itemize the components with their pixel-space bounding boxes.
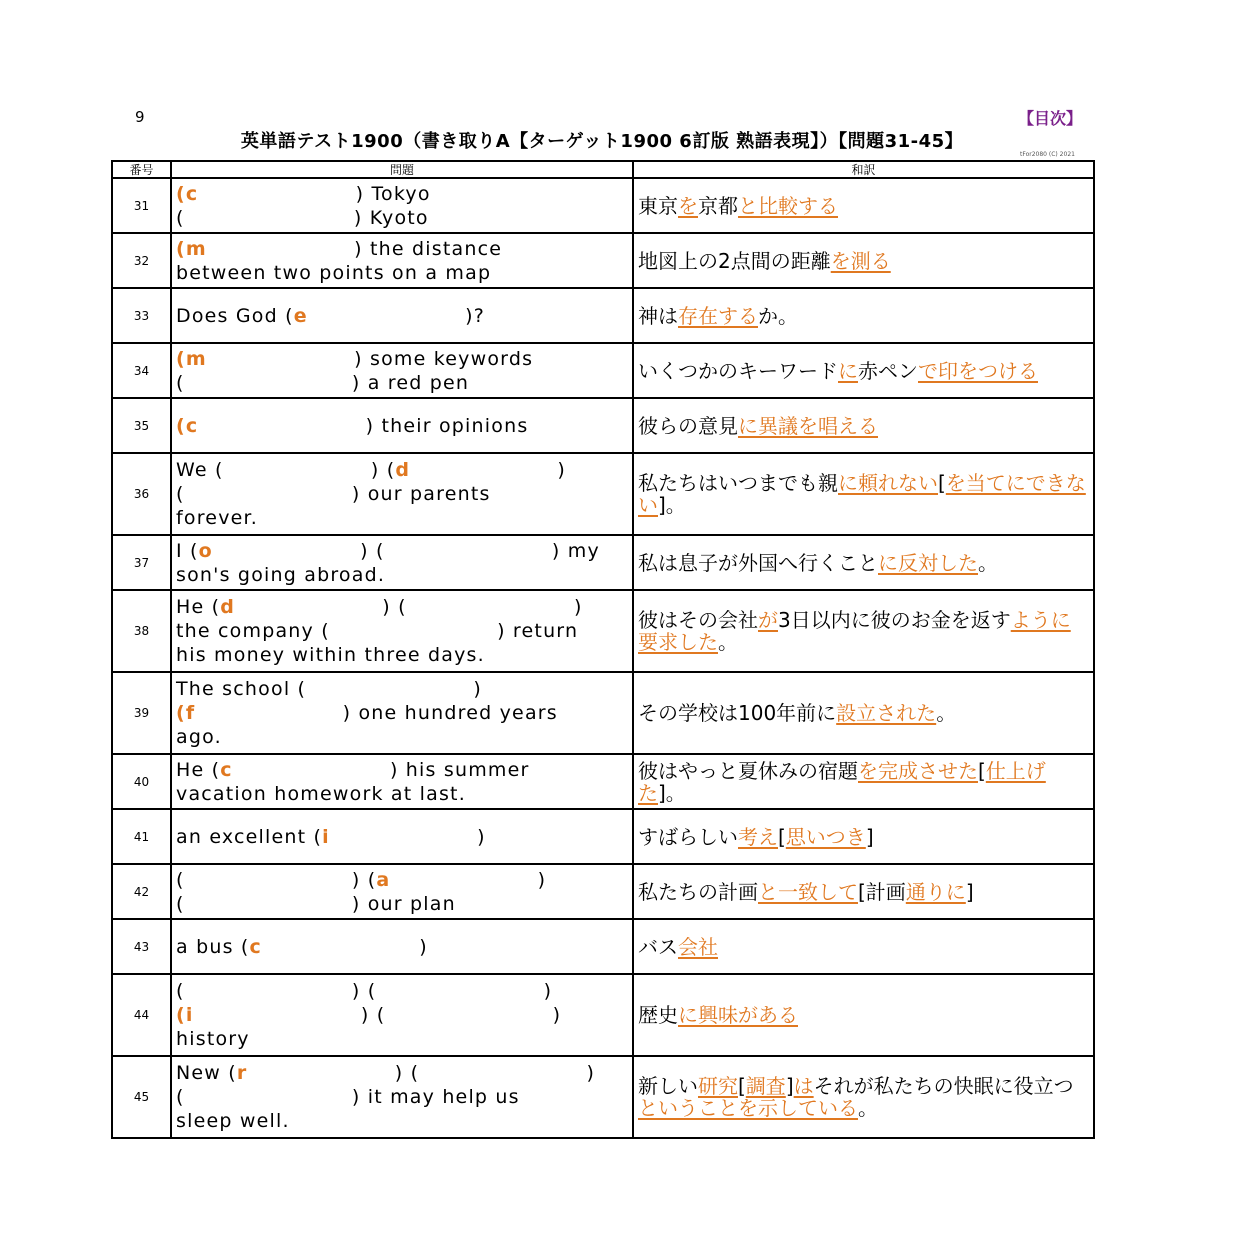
page-title: 英単語テスト1900（書き取りA【ターゲット1900 6訂版 熟語表現】）【問題31-45】 <box>240 131 964 152</box>
question-text: The school ( <box>176 678 307 700</box>
hint-letter: e <box>293 304 308 327</box>
table-row <box>112 453 1094 535</box>
row-number: 36 <box>112 453 171 535</box>
question-text: ) my <box>544 539 600 562</box>
answer-text: その学校は100年前に <box>638 701 837 725</box>
question-text: an excellent ( <box>176 825 323 848</box>
answer-text: 彼はやっと夏休みの宿題 <box>638 758 858 783</box>
answer-highlight: に異議を唱える <box>738 413 878 438</box>
table-row <box>112 590 1094 672</box>
hint-letter: (i <box>176 1004 194 1026</box>
question-text: ) their opinions <box>358 414 529 437</box>
answer-highlight: 存在する <box>678 303 758 328</box>
table-row <box>112 535 1094 590</box>
answer-highlight: 会社 <box>678 934 718 959</box>
answer-cell <box>633 178 1094 233</box>
table-row <box>112 919 1094 974</box>
question-text: ) <box>579 1062 596 1084</box>
table-row <box>112 754 1094 809</box>
answer-highlight: 考え <box>738 824 778 849</box>
answer-text: すばらしい <box>638 824 738 849</box>
table-of-contents-link[interactable]: 【目次】 <box>1018 109 1083 128</box>
answer-text: 3日以内に彼のお金を返す <box>778 608 1011 632</box>
answer-text: 東京 <box>638 193 678 218</box>
question-text: He ( <box>176 758 221 781</box>
page-number: 9 <box>135 108 145 126</box>
answer-cell <box>633 453 1094 535</box>
answer-highlight: 研究 <box>698 1074 738 1098</box>
hint-letter: i <box>322 825 330 848</box>
row-number: 40 <box>112 754 171 809</box>
answer-cell <box>633 288 1094 343</box>
row-number: 31 <box>112 178 171 233</box>
answer-cell <box>633 864 1094 919</box>
question-text: vacation homework at last. <box>176 782 466 805</box>
question-cell <box>171 233 633 288</box>
table-row <box>112 343 1094 398</box>
hint-letter: a <box>376 868 391 891</box>
answer-text: 地図上の2点間の距離 <box>638 248 831 273</box>
answer-text: 私たちの計画 <box>638 879 758 904</box>
answer-text: ] <box>965 879 974 904</box>
hint-letter: d <box>395 459 411 481</box>
answer-text: ]。 <box>658 493 686 517</box>
question-text: ) <box>469 825 486 848</box>
question-text: ) one hundred years <box>335 702 558 724</box>
hint-letter: c <box>249 935 263 958</box>
hint-letter: o <box>198 539 213 562</box>
question-text: ) Tokyo <box>348 182 431 205</box>
question-text: between two points on a map <box>176 261 492 284</box>
answer-text: か。 <box>758 303 798 328</box>
answer-cell <box>633 233 1094 288</box>
answer-highlight: に <box>838 358 858 383</box>
question-text: sleep well. <box>176 1110 290 1132</box>
question-cell <box>171 754 633 809</box>
question-text: the company ( <box>176 620 330 642</box>
table-row <box>112 809 1094 864</box>
question-text: son's going abroad. <box>176 563 386 586</box>
hint-letter: (f <box>176 702 196 724</box>
question-text: New ( <box>176 1062 237 1084</box>
hint-letter: c <box>220 758 233 781</box>
answer-cell <box>633 398 1094 453</box>
answer-highlight: は <box>793 1074 814 1098</box>
answer-highlight: と比較する <box>738 193 838 218</box>
question-text: ) <box>466 678 483 700</box>
row-number: 39 <box>112 672 171 754</box>
question-text: ) <box>536 980 553 1002</box>
answer-text: 彼らの意見 <box>638 413 738 438</box>
question-cell <box>171 535 633 590</box>
question-text: ) our plan <box>344 892 456 915</box>
question-text: ) his summer <box>382 758 530 781</box>
table-row <box>112 672 1094 754</box>
question-cell <box>171 809 633 864</box>
answer-text: [計画 <box>858 879 906 904</box>
row-number: 42 <box>112 864 171 919</box>
question-text: ) it may help us <box>344 1086 520 1108</box>
question-cell <box>171 343 633 398</box>
question-text: ) ( <box>353 1004 386 1026</box>
row-number: 35 <box>112 398 171 453</box>
table-row <box>112 398 1094 453</box>
answer-text: 神は <box>638 303 678 328</box>
answer-highlight: に反対した <box>878 550 978 575</box>
question-text: ( <box>176 206 185 229</box>
answer-highlight: 調査 <box>745 1074 786 1098</box>
question-text: forever. <box>176 507 259 529</box>
question-text: ) <box>545 1004 562 1026</box>
row-number: 44 <box>112 974 171 1056</box>
answer-cell <box>633 590 1094 672</box>
answer-text: 赤ペン <box>858 358 918 383</box>
answer-highlight: ように要求した <box>638 608 1071 654</box>
answer-cell <box>633 974 1094 1056</box>
answer-highlight: に頼れない <box>838 471 938 495</box>
table-row <box>112 1056 1094 1138</box>
question-text: )? <box>457 304 485 327</box>
copyright-notice: tFor2080 (C) 2021 <box>1020 151 1075 158</box>
question-text: ( <box>176 1086 185 1108</box>
answer-cell <box>633 672 1094 754</box>
question-cell <box>171 1056 633 1138</box>
answer-highlight: を当てにできない <box>638 471 1086 517</box>
question-text: a bus ( <box>176 935 250 958</box>
header-question: 問題 <box>171 161 633 178</box>
question-text: ) ( <box>363 459 396 481</box>
answer-highlight: 通りに <box>905 879 966 904</box>
answer-cell <box>633 535 1094 590</box>
answer-highlight: が <box>758 608 778 632</box>
question-text: ago. <box>176 726 222 748</box>
answer-highlight: に興味がある <box>678 1003 798 1027</box>
hint-letter: (c <box>176 182 199 205</box>
answer-highlight: 思いつき <box>785 824 866 849</box>
answer-text: [ <box>778 824 786 849</box>
answer-text: 。 <box>718 630 738 654</box>
question-cell <box>171 398 633 453</box>
hint-letter: (m <box>176 347 207 370</box>
answer-text: ]。 <box>658 780 686 805</box>
answer-text: 。 <box>936 701 957 725</box>
question-text: ) <box>530 868 547 891</box>
answer-text: 。 <box>978 550 998 575</box>
answer-text: バス <box>638 934 678 959</box>
answer-text: ] <box>785 1074 794 1098</box>
question-text: ) the distance <box>346 237 503 260</box>
hint-letter: (c <box>176 414 199 437</box>
header-translation: 和訳 <box>633 161 1094 178</box>
hint-letter: d <box>220 596 236 618</box>
row-number: 37 <box>112 535 171 590</box>
question-cell <box>171 288 633 343</box>
answer-cell <box>633 343 1094 398</box>
question-text: ( <box>176 980 185 1002</box>
table-header-row <box>112 161 1094 178</box>
row-number: 38 <box>112 590 171 672</box>
question-cell <box>171 590 633 672</box>
question-cell <box>171 672 633 754</box>
question-text: his money within three days. <box>176 644 485 666</box>
question-text: ) <box>566 596 583 618</box>
question-text: ) some keywords <box>346 347 534 370</box>
table-row <box>112 288 1094 343</box>
question-text: ) ( <box>352 539 385 562</box>
answer-text: [ <box>738 1074 746 1098</box>
answer-highlight: 設立された <box>836 701 937 725</box>
answer-highlight: で印をつける <box>918 358 1038 383</box>
answer-text: いくつかのキーワード <box>638 358 838 383</box>
answer-highlight: を <box>678 193 698 218</box>
question-text: ( <box>176 892 185 915</box>
table-row <box>112 974 1094 1056</box>
answer-text: 歴史 <box>638 1003 678 1027</box>
answer-text: 私たちはいつまでも親 <box>638 471 838 495</box>
answer-highlight: を完成させた <box>858 758 978 783</box>
question-text: ) return <box>489 620 579 642</box>
row-number: 41 <box>112 809 171 864</box>
answer-text: 新しい <box>638 1074 698 1098</box>
question-text: ( <box>176 371 185 394</box>
answer-text: 。 <box>858 1096 878 1120</box>
row-number: 45 <box>112 1056 171 1138</box>
quiz-table <box>111 160 1095 1139</box>
question-text: He ( <box>176 596 221 618</box>
question-text: ) ( <box>387 1062 420 1084</box>
question-text: ) our parents <box>344 483 491 505</box>
answer-cell <box>633 1056 1094 1138</box>
row-number: 43 <box>112 919 171 974</box>
question-text: ) ( <box>344 980 377 1002</box>
question-text: ) ( <box>375 596 407 618</box>
answer-highlight: を測る <box>830 248 891 273</box>
answer-text: ] <box>865 824 874 849</box>
question-cell <box>171 178 633 233</box>
answer-cell <box>633 754 1094 809</box>
table-row <box>112 178 1094 233</box>
answer-highlight: と一致して <box>758 879 858 904</box>
hint-letter: r <box>236 1062 248 1084</box>
question-text: ( <box>176 868 185 891</box>
question-text: ) ( <box>344 868 377 891</box>
answer-text: [ <box>978 758 986 783</box>
answer-text: 私は息子が外国へ行くこと <box>638 550 878 575</box>
answer-text: それが私たちの快眠に役立つ <box>813 1074 1074 1098</box>
question-text: We ( <box>176 459 224 481</box>
answer-text: 彼はその会社 <box>638 608 758 632</box>
question-text: ) a red pen <box>344 371 470 394</box>
row-number: 32 <box>112 233 171 288</box>
question-cell <box>171 864 633 919</box>
answer-text: [ <box>938 471 946 495</box>
question-text: ) <box>550 459 567 481</box>
table-row <box>112 864 1094 919</box>
answer-highlight: 仕上げた <box>638 758 1046 805</box>
row-number: 34 <box>112 343 171 398</box>
question-text: history <box>176 1028 250 1050</box>
header-number: 番号 <box>112 161 171 178</box>
answer-highlight: ということを示している <box>638 1096 858 1120</box>
question-cell <box>171 974 633 1056</box>
row-number: 33 <box>112 288 171 343</box>
question-text: ) <box>412 935 428 958</box>
question-text: ( <box>176 483 185 505</box>
question-cell <box>171 453 633 535</box>
question-text: Does God ( <box>176 304 294 327</box>
answer-cell <box>633 919 1094 974</box>
question-text: I ( <box>176 539 199 562</box>
answer-text: 京都 <box>698 193 738 218</box>
question-text: ) Kyoto <box>346 206 429 229</box>
hint-letter: (m <box>176 237 207 260</box>
table-row <box>112 233 1094 288</box>
question-cell <box>171 919 633 974</box>
answer-cell <box>633 809 1094 864</box>
